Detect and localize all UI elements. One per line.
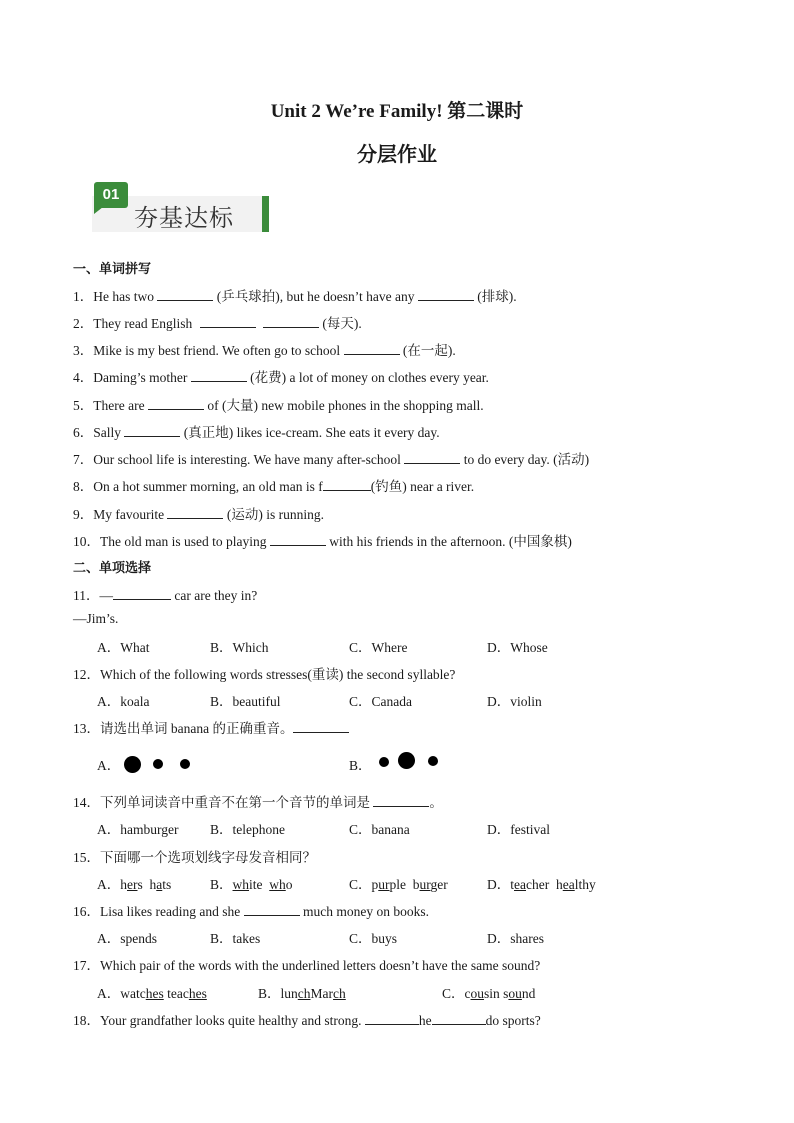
option-letter: A． [97, 986, 121, 1001]
answer-blank[interactable] [270, 533, 326, 546]
question-text: He has two [93, 289, 158, 304]
answer-blank[interactable] [418, 288, 474, 301]
question-text: Our school life is interesting. We have many after-school [93, 452, 405, 467]
question-16 [73, 900, 429, 920]
question-9 [73, 503, 324, 523]
option-letter: A． [97, 877, 121, 892]
question-number: 18． [73, 1013, 100, 1028]
word-part: ts [162, 877, 172, 892]
option-d[interactable] [487, 873, 596, 893]
word-part: teac [163, 986, 189, 1001]
question-10 [73, 530, 572, 550]
option-d[interactable]: D．shares [487, 931, 544, 946]
stress-dot-small [153, 759, 163, 769]
option-c[interactable]: C．Canada [349, 694, 412, 709]
question-text: Your grandfather looks quite healthy and strong. [100, 1013, 365, 1028]
question-number: 4． [73, 370, 94, 385]
question-number: 7． [73, 452, 94, 467]
answer-blank[interactable] [191, 369, 247, 382]
word-part: Mar [310, 986, 334, 1001]
word-part: h [555, 877, 563, 892]
option-c[interactable]: C．Where [349, 640, 408, 655]
question-18 [73, 1009, 541, 1029]
section-heading-choice: 二、单项选择 [73, 561, 152, 576]
option-b[interactable]: B． [349, 758, 372, 773]
underlined-letters: ch [297, 986, 311, 1001]
option-c[interactable] [349, 873, 448, 893]
answer-blank[interactable] [293, 720, 349, 733]
answer-blank[interactable] [157, 288, 213, 301]
question-14 [73, 791, 443, 811]
answer-blank[interactable] [344, 342, 400, 355]
option-d[interactable]: D．violin [487, 694, 542, 709]
question-text: of (大量) new mobile phones in the shopping mall. [203, 398, 484, 413]
question-text: Which of the following words stresses(重读) the second syllable? [100, 667, 456, 682]
question-12 [73, 663, 455, 683]
question-number: 3． [73, 343, 94, 358]
question-number: 9． [73, 507, 94, 522]
answer-blank[interactable] [323, 478, 371, 491]
option-letter: B． [258, 986, 281, 1001]
word-part: b [412, 877, 420, 892]
word-part: h [120, 877, 127, 892]
question-number: 13． [73, 721, 100, 736]
option-b[interactable]: B．telephone [210, 822, 285, 837]
question-11-reply: —Jim’s. [73, 611, 119, 626]
banner-label: 夯基达标 [134, 204, 234, 232]
question-8 [73, 475, 474, 495]
answer-blank[interactable] [167, 506, 223, 519]
stress-dot-small [379, 757, 389, 767]
question-text: (乒乓球拍), but he doesn’t have any [213, 289, 418, 304]
question-text: 。 [429, 795, 443, 810]
question-text: to do every day. (活动) [460, 452, 590, 467]
question-text: They read English [93, 316, 196, 331]
question-text: (每天). [318, 316, 362, 331]
section-banner [86, 182, 270, 234]
question-text: There are [93, 398, 148, 413]
question-2 [73, 312, 362, 332]
underlined-letters: ur [419, 877, 431, 892]
underlined-letters: wh [269, 877, 286, 892]
option-d[interactable]: D．festival [487, 822, 550, 837]
question-text: much money on books. [299, 904, 429, 919]
option-a[interactable] [97, 982, 207, 1002]
underlined-letters: wh [232, 877, 250, 892]
question-number: 17． [73, 958, 100, 973]
word-part: nd [521, 986, 536, 1001]
question-13 [73, 717, 349, 737]
question-text: car are they in? [171, 588, 258, 603]
option-a[interactable]: A．koala [97, 694, 150, 709]
banner-number-badge: 01 [94, 182, 128, 208]
answer-blank[interactable] [373, 794, 429, 807]
option-b[interactable] [210, 873, 293, 893]
option-d[interactable]: D．Whose [487, 640, 548, 655]
question-text: 下面哪一个选项划线字母发音相同？ [100, 850, 316, 865]
question-number: 1． [73, 289, 94, 304]
question-text: with his friends in the afternoon. (中国象棋) [325, 534, 572, 549]
question-text: Lisa likes reading and she [100, 904, 244, 919]
option-letter: D． [487, 877, 511, 892]
question-3 [73, 339, 456, 359]
option-b[interactable]: B．Which [210, 640, 269, 655]
question-text: 下列单词读音中重音不在第一个音节的单词是 [100, 795, 374, 810]
question-text: (运动) is running. [223, 507, 324, 522]
word-part: ple [389, 877, 407, 892]
underlined-letters: a [156, 877, 163, 892]
word-part: watc [120, 986, 146, 1001]
word-part: s [137, 877, 143, 892]
answer-blank[interactable] [200, 315, 256, 328]
answer-blank[interactable] [404, 451, 460, 464]
word-part: t [510, 877, 515, 892]
question-15 [73, 846, 316, 866]
question-text: On a hot summer morning, an old man is f [93, 479, 323, 494]
option-c[interactable] [442, 982, 535, 1002]
question-text: — [99, 588, 113, 603]
question-number: 14． [73, 795, 100, 810]
option-letter: C． [349, 877, 372, 892]
question-number: 15． [73, 850, 100, 865]
question-6 [73, 421, 440, 441]
question-7 [73, 448, 589, 468]
page-subtitle: 分层作业 [357, 142, 437, 166]
word-part: cher [526, 877, 550, 892]
question-text: (在一起). [399, 343, 456, 358]
answer-blank[interactable] [124, 424, 180, 437]
question-text: My favourite [93, 507, 168, 522]
question-4 [73, 366, 489, 386]
underlined-letters: hes [188, 986, 207, 1001]
question-text: he [418, 1013, 432, 1028]
question-number: 8． [73, 479, 94, 494]
word-part: p [371, 877, 379, 892]
question-11 [73, 584, 257, 604]
option-a[interactable] [97, 873, 171, 893]
answer-blank[interactable] [148, 397, 204, 410]
stress-dot-small [428, 756, 438, 766]
question-number: 16． [73, 904, 100, 919]
question-number: 5． [73, 398, 94, 413]
underlined-letters: ou [470, 986, 485, 1001]
answer-blank[interactable] [263, 315, 319, 328]
underlined-letters: ea [514, 877, 526, 892]
word-part: lthy [574, 877, 596, 892]
question-number: 10． [73, 534, 100, 549]
question-text: 请选出单词 banana 的正确重音。 [100, 721, 294, 736]
underlined-letters: ou [508, 986, 522, 1001]
question-number: 6． [73, 425, 94, 440]
word-part: h [149, 877, 157, 892]
option-a[interactable]: A．spends [97, 931, 157, 946]
stress-dot-large [124, 756, 141, 773]
option-c[interactable]: C．banana [349, 822, 410, 837]
stress-dot-small [180, 759, 190, 769]
underlined-letters: hes [145, 986, 164, 1001]
option-b[interactable]: B．beautiful [210, 694, 281, 709]
underlined-letters: er [127, 877, 138, 892]
word-part: s [499, 986, 509, 1001]
underlined-letters: ch [333, 986, 346, 1001]
option-letter: B． [210, 877, 233, 892]
word-part: sin [484, 986, 500, 1001]
question-text: Sally [93, 425, 125, 440]
question-text: Which pair of the words with the underlined letters doesn’t have the same sound? [100, 958, 541, 973]
answer-blank[interactable] [365, 1012, 419, 1025]
page-title: Unit 2 We’re Family! 第二课时 [270, 101, 524, 122]
word-part: o [285, 877, 293, 892]
question-text: do sports? [485, 1013, 541, 1028]
answer-blank[interactable] [432, 1012, 486, 1025]
question-text: Daming’s mother [93, 370, 191, 385]
option-a[interactable]: A．What [97, 640, 150, 655]
option-b[interactable]: B．takes [210, 931, 261, 946]
question-text: (钓鱼) near a river. [370, 479, 475, 494]
option-letter: C． [442, 986, 465, 1001]
option-a[interactable]: A． [97, 758, 121, 773]
question-text: (真正地) likes ice-cream. She eats it every day. [180, 425, 440, 440]
question-text: The old man is used to playing [100, 534, 270, 549]
banner-badge-tail [94, 207, 103, 214]
underlined-letters: ur [378, 877, 390, 892]
option-c[interactable]: C．buys [349, 931, 398, 946]
word-part: ger [430, 877, 448, 892]
banner-accent-bar [262, 196, 269, 232]
question-17 [73, 954, 540, 974]
stress-dot-large [398, 752, 415, 769]
question-text: (排球). [473, 289, 517, 304]
question-1 [73, 285, 517, 305]
underlined-letters: ea [562, 877, 575, 892]
question-text: (花费) a lot of money on clothes every year. [246, 370, 489, 385]
word-part: ite [249, 877, 263, 892]
question-number: 11． [73, 588, 100, 603]
word-part: c [464, 986, 471, 1001]
question-number: 2． [73, 316, 94, 331]
question-number: 12． [73, 667, 100, 682]
question-5 [73, 394, 484, 414]
option-b[interactable] [258, 982, 346, 1002]
question-text: Mike is my best friend. We often go to school [93, 343, 344, 358]
answer-blank[interactable] [113, 587, 171, 600]
answer-blank[interactable] [244, 903, 300, 916]
option-a[interactable]: A．hamburger [97, 822, 179, 837]
word-part: lun [280, 986, 298, 1001]
section-heading-spelling: 一、单词拼写 [73, 262, 152, 277]
